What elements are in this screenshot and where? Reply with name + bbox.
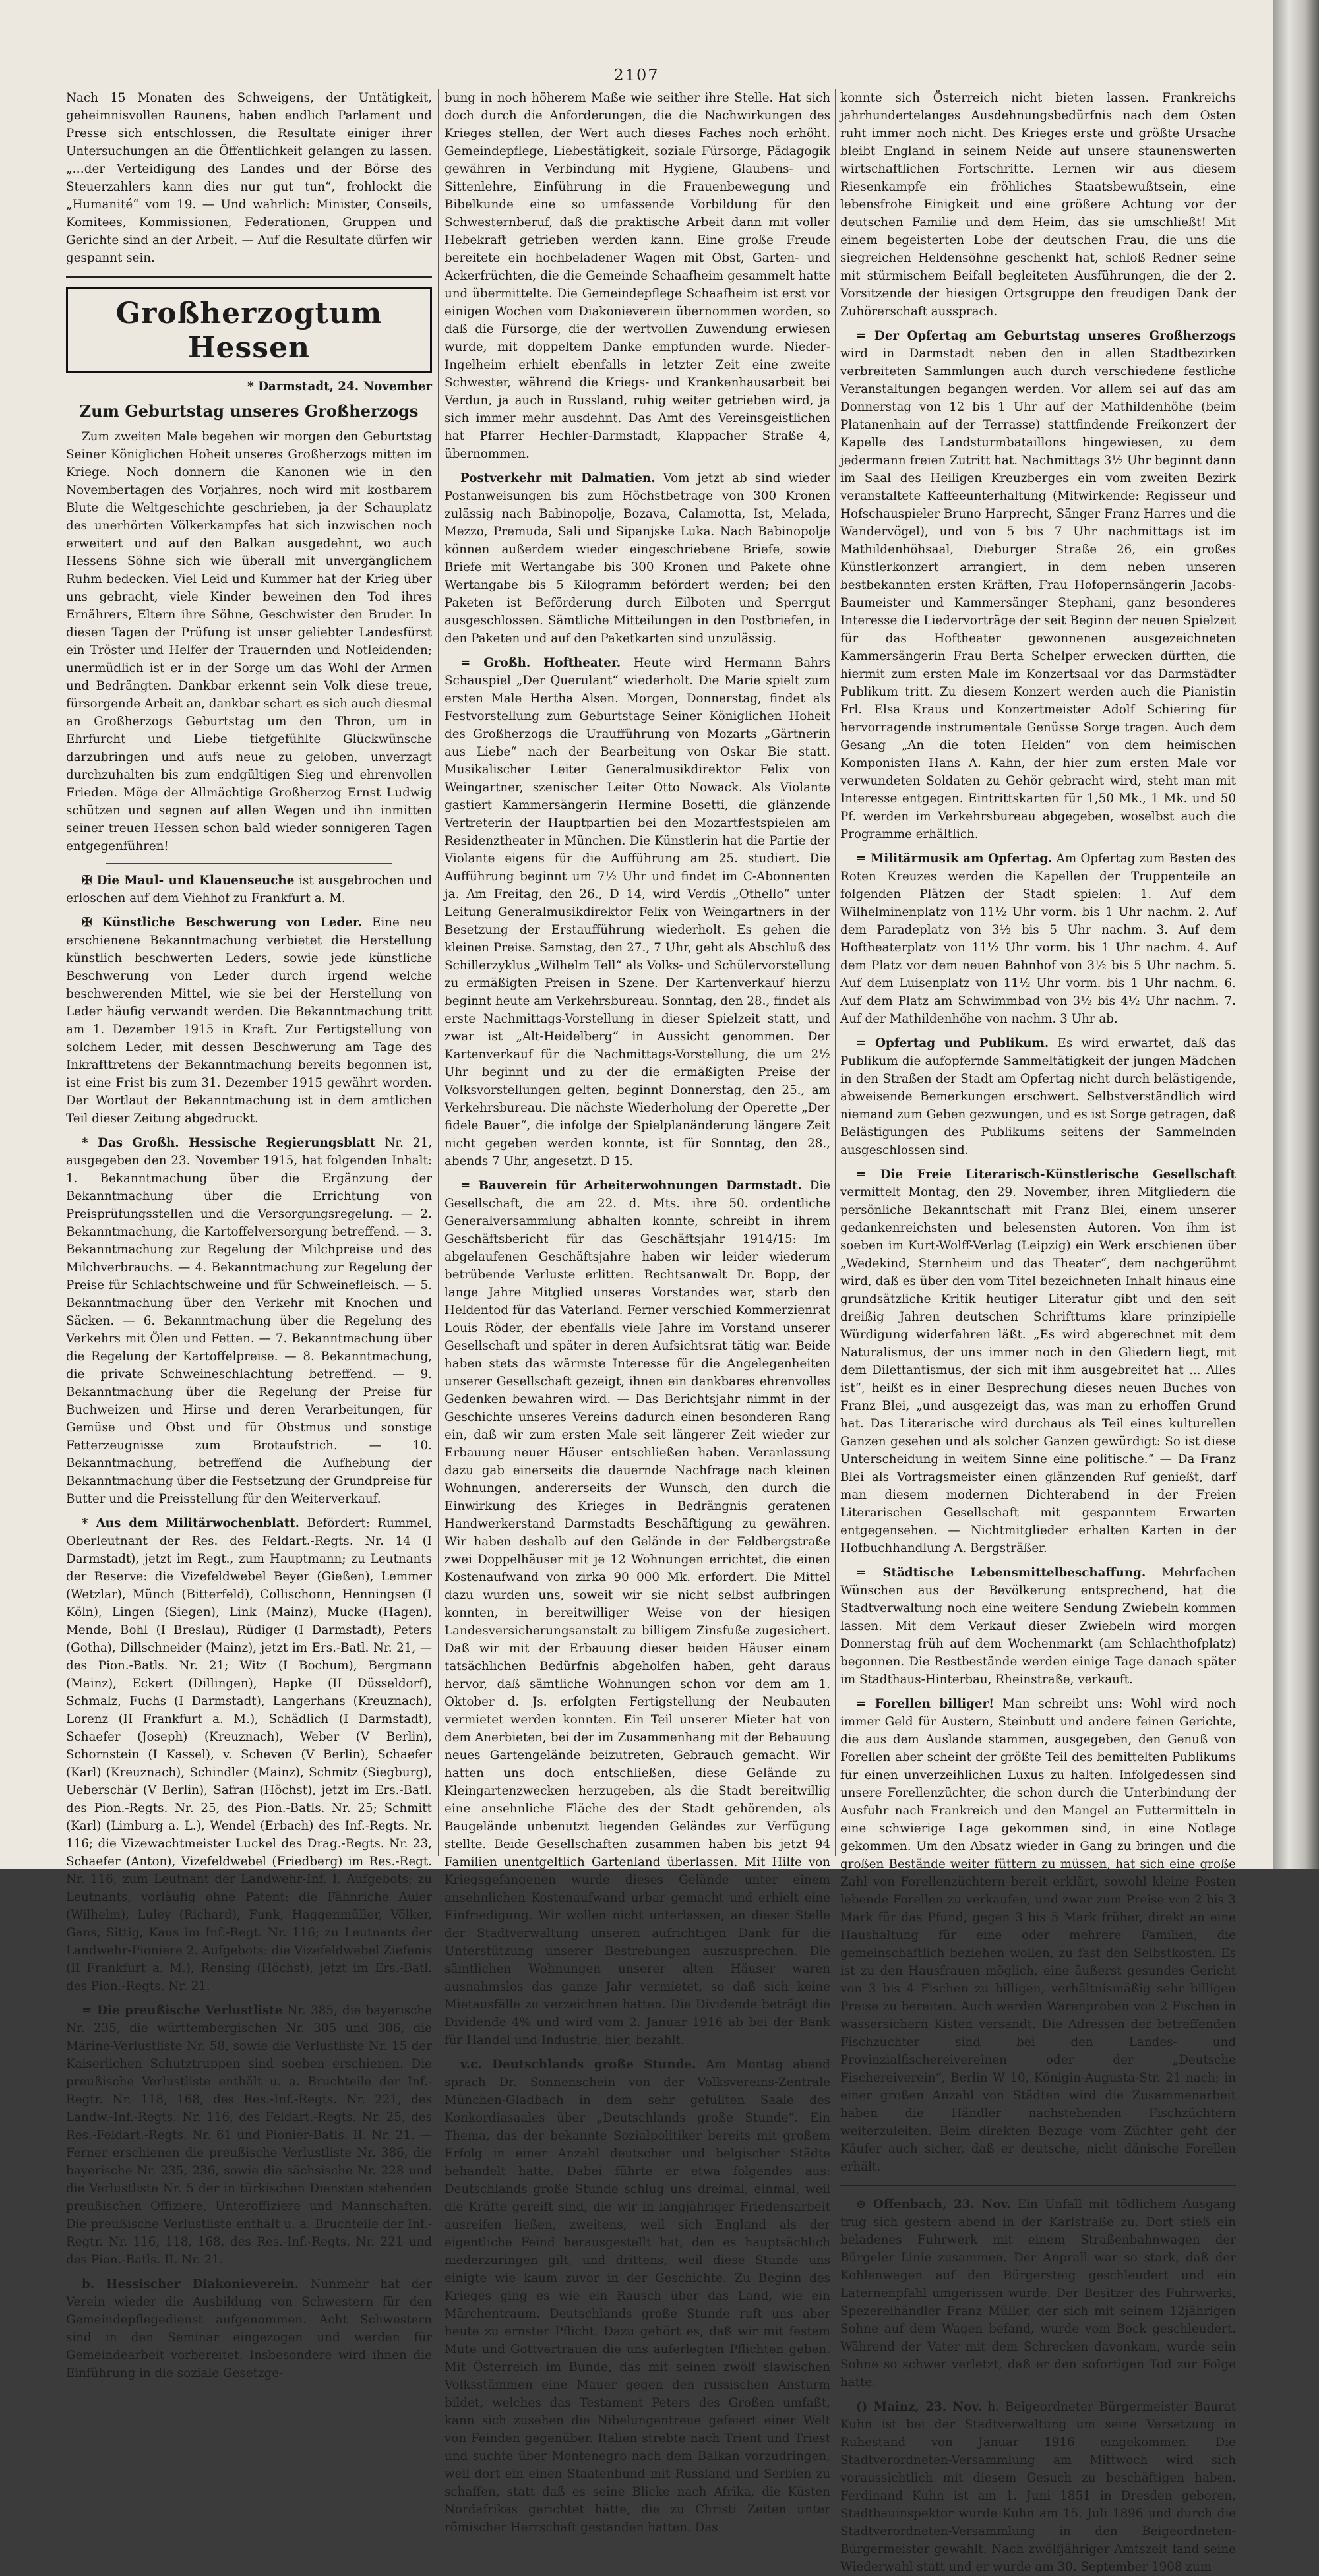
news-item-body: Man schreibt uns: Wohl wird noch immer Geld für Austern, Steinbutt und andere feinen Gerichte, die aus dem Auslande stammen, ausgegeben, den Genuß von Forellen aber scheint der größte Teil des bemittelten Publikums für einen unverzeihlichen Luxus zu halten. Infolgedessen sind unsere Forellenzüchter, die schon durch die Unterbindung der Ausfuhr nach Frankreich und den Mangel an Futtermitteln in eine schwierige Lage gekommen sind, in eine Notlage gekommen. Um den Absatz wieder in Gang zu bringen und die großen Bestände weiter füttern zu müssen, hat sich eine große Zahl von Forellenzüchtern bereit erklärt, sowohl kleine Posten lebende Forellen zu verkaufen, und zwar zum Preise von 2 bis 3 Mark für das Pfund, gegen 3 bis 5 Mark früher, direkt an eine Haushaltung für eine oder mehrere Familien, die gemeinschaftlich beziehen wollen, zu fast den Selbstkosten. Es ist zu den Hausfrauen möglich, eine äußerst gesundes Gericht von 3 bis 4 Fischen zu billigen, verhältnismäßig sehr billigen Preise zu bereiten. Auch werden Warenproben von 2 Fischen in wassersichern Kisten versandt. Die Adressen der betreffenden Fischzüchter sind bei den Landes- und Provinzialfischereivereinen oder der „Deutsche Fischereiverein“, Berlin W 10, Königin-Augusta-Str. 21 nach; in einer großen Anzahl von Städten wird die Zusammenarbeit haben die Händler nachstehenden Fischzüchtern weiterzuleiten. Beim direkten Bezuge vom Züchter geht der Käufer auch sicher, daß er deutsche, nicht dänische Forellen erhält.	[840, 1697, 1236, 2174]
article-paragraph: bung in noch höherem Maße wie seither ihre Stelle. Hat sich doch durch die Anforderungen, die die Nachwirkungen des Krieges stellen, der Wert auch dieses Faches noch erhöht. Gemeindepflege, Liebestätigkeit, soziale Fürsorge, Pädagogik gewähren in Verbindung mit Hygiene, Glaubens- und Sittenlehre, Einführung in die Frauenbewegung und Bibelkunde eine so umfassende Vorbildung für den Schwesternberuf, daß die praktische Arbeit dann mit voller Hebekraft getrieben werden kann. Eine große Freude bereitete ein hochbeladener Wagen mit Obst, Garten- und Ackerfrüchten, die die Gemeinde Schaafheim gesammelt hatte und übermittelte. Die Gemeindepflege Schaafheim ist erst vor einigen Wochen vom Diakonieverein übernommen worden, so daß die Fürsorge, die der wertvollen Zuwendung erwiesen wurde, mit doppeltem Danke empfunden wurde. Nieder-Ingelheim erhielt ebenfalls in letzter Zeit eine zweite Schwester, während die Kriegs- und Krankenhausarbeit bei Verdun, ja auch in Russland, ruhig weiter getrieben wird, ja sich immer mehr ausdehnt. Das Amt des Vereinsgeistlichen hat Pfarrer Hechler-Darmstadt, Klappacher Straße 4, übernommen.	[445, 91, 830, 461]
news-item-body: Am Montag abend sprach Dr. Sonnenschein von der Volksvereins-Zentrale München-Gladbach in dem sehr gefüllten Saale des Konkordiasaales über „Deutschlands große Stunde“. Ein Thema, das der bekannte Sozialpolitiker bereits mit großem Erfolg in einer Anzahl deutscher und belgischer Städte behandelt hatte. Dabei führte er etwa folgendes aus: Deutschlands große Stunde schlug uns dreimal, einmal, weil die Kräfte gereift sind, die wir in langjähriger Friedensarbeit ausreifen ließen, zweitens, weil sich England als der eigentliche Feind herausgestellt hat, den es hauptsächlich niederzuringen gilt, und drittens, weil diese Stunde uns einigte wie kaum zuvor in der Geschichte. Zu Beginn des Krieges ging es wie ein Rausch über das Land, wie ein Märchentraum. Deutschlands große Stunde ruft uns aber heute zu ernster Pflicht. Dazu gehört es, daß wir mit festem Mute und Gottvertrauen die uns auferlegten Pflichten geben. Mit Österreich im Bunde, das mit seinen zwölf slawischen Volksstämmen eine Mauer gegen den russischen Ansturm bildet, welches das Testament Peters des Großen umfaßt, kann sich zusehen die Nibelungentreue gefeiert einer Welt von Feinden gegenüber. Italien strebte nach Trient und Triest und suchte über Montenegro nach dem Balkan vorzudringen, weil dort ein einen Staatenbund mit Russland und Serbien zu schaffen, statt daß es seine Blicke nach Afrika, die Küsten Nordafrikas gerichtet hätte, die zu Christi Zeiten unter römischer Herrschaft gestanden hatten. Das	[445, 2058, 831, 2534]
news-item-lead: = Forellen billiger!	[856, 1697, 995, 1711]
news-item	[66, 914, 432, 1127]
section-title: Großherzogtum Hessen	[115, 297, 383, 365]
news-item	[840, 2196, 1236, 2391]
news-item	[66, 1134, 432, 1508]
news-item-lead: = Die preußische Verlustliste	[82, 2004, 283, 2018]
column-rule	[835, 89, 836, 1856]
news-item-lead: * Das Großh. Hessische Regierungsblatt	[82, 1136, 376, 1150]
news-item-body: h. Beigeordneter Bürgermeister Baurat Kuhn ist bei der Stadtverwaltung um seine Versetzung in Ruhestand von Januar 1916 eingekommen. Die Stadtverordneten-Versammlung am Mittwoch wird sich voraussichtlich mit diesem Gesuch zu beschäftigen haben. Ferdinand Kuhn ist am 1. Juni 1851 in Dresden geboren, Stadtbauinspektor wurde Kuhn am 15. Juli 1896 und durch die Stadtverordneten-Versammlung in den Beigeordneten-Bürgermeister gewählt. Nach zwölfjähriger Amtszeit fand seine Wiederwahl statt und er wurde am 30. September 1908 zum	[840, 2400, 1237, 2574]
article-headline: Zum Geburtstag unseres Großherzogs	[79, 402, 419, 421]
news-item-body: Ein Unfall mit tödlichem Ausgang trug sich gestern abend in der Karlstraße zu. Dort stieß ein beladenes Fuhrwerk mit einem Straßenbahnwagen der Bürgeler Linie zusammen. Der Anprall war so stark, daß der Kohlenwagen auf den Bürgersteig geschleudert und ein Laternenpfahl umgerissen wurde. Der Besitzer des Fuhrwerks, Spezereihändler Franz Müller, der sich mit seinem 12jährigen Sohne auf dem Wagen befand, wurde vom Bock geschleudert. Während der Vater mit dem Schrecken davonkam, wurde sein Sohne so schwer verletzt, daß er den sofortigen Tod zur Folge hatte.	[840, 2198, 1236, 2389]
news-item	[66, 872, 432, 907]
news-item-lead: v.c. Deutschlands große Stunde.	[460, 2058, 696, 2072]
news-item	[840, 327, 1236, 843]
news-item-body: Nunmehr hat der Verein wieder die Ausbildung von Schwestern für den Gemeindepflegedienst aufgenommen. Acht Schwestern sind in den Seminar eingezogen und werden für Gemeindearbeit vorbereitet. Insbesondere wird ihnen die Einführung in die soziale Gesetzge-	[66, 2277, 432, 2380]
news-item-body: ist ausgebrochen und erloschen auf dem Viehhof zu Frankfurt a. M.	[66, 874, 433, 905]
news-item-body: Es wird erwartet, daß das Publikum die aufopfernde Sammeltätigkeit der jungen Mädchen in den Straßen der Stadt am Opfertag nicht durch belästigende, abweisende Bemerkungen erschwert. Selbstverständlich wird niemand zum Geben gezwungen, und es ist Sorge getragen, daß Belästigungen des Publikums seitens der Sammelnden ausgeschlossen sind.	[840, 1036, 1236, 1157]
news-item	[445, 469, 830, 647]
column-3	[840, 89, 1237, 2574]
column-rule	[438, 89, 439, 1856]
news-item	[445, 1177, 830, 2049]
news-item-lead: = Städtische Lebensmittelbeschaffung.	[856, 1566, 1146, 1580]
news-item-lead: ✠ Die Maul- und Klauenseuche	[82, 874, 295, 887]
news-item	[840, 1034, 1236, 1159]
news-item	[840, 1564, 1236, 1689]
book-page-edges	[1273, 0, 1319, 1869]
news-item-body: Nr. 21, ausgegeben den 23. November 1915, hat folgenden Inhalt: 1. Bekanntmachung über die Ergänzung der Bekanntmachung über die Errichtung von Preisprüfungsstellen und die Versorgungsregelung. — 2. Bekanntmachung, die Kartoffelversorgung betreffend. — 3. Bekanntmachung zur Regelung der Milchpreise und des Milchverbrauchs. — 4. Bekanntmachung zur Regelung der Preise für Schlachtschweine und für Schweinefleisch. — 5. Bekanntmachung über den Verkehr mit Knochen und Säcken. — 6. Bekanntmachung über die Regelung des Verkehrs mit Ölen und Fetten. — 7. Bekanntmachung über die Regelung der Kartoffelpreise. — 8. Bekanntmachung, die private Schweineschlachtung betreffend. — 9. Bekanntmachung über die Regelung der Preise für Buchweizen und Hirse und deren Verarbeitungen, für Gemüse und Obst und für Obstmus und sonstige Fetterzeugnisse zum Brotaufstrich. — 10. Bekanntmachung, betreffend die Aufhebung der Bekanntmachung über die Festsetzung der Grundpreise für Butter und die Preisstellung für den Weiterverkauf.	[66, 1136, 433, 1506]
news-item-lead: () Mainz, 23. Nov.	[856, 2400, 982, 2414]
news-item-lead: ⊙ Offenbach, 23. Nov.	[856, 2198, 1011, 2211]
article-divider	[106, 863, 392, 864]
news-item	[840, 1166, 1236, 1557]
section-header-box	[66, 287, 432, 373]
news-item	[66, 1514, 432, 1995]
article-paragraph: Zum zweiten Male begehen wir morgen den Geburtstag Seiner Königlichen Hoheit unseres Großherzogs mitten im Kriege. Noch donnern die Kanonen wie in den Novembertagen des Vorjahres, noch wird mit kostbarem Blute die Weltgeschichte geschrieben, ja der Schauplatz des unerhörten Völkerkampfes hat sich inzwischen noch erweitert und auf den Balkan ausgedehnt, wo auch Hessens Söhne sich wie überall mit unvergänglichem Ruhm bedecken. Viel Leid und Kummer hat der Krieg über uns gebracht, viele Kinder beweinen den Tod ihres Ernährers, Eltern ihre Söhne, Geschwister den Bruder. In diesen Tagen der Prüfung ist unser geliebter Landesfürst ein Tröster und Helfer der Trauernden und Notleidenden; unermüdlich ist er in der Sorge um das Wohl der Armen und Bedrängten. Dankbar erkennt sein Volk diese treue, fürsorgende Arbeit an, dankbar schart es sich auch diesmal an Großherzogs Geburtstag um den Thron, um in Ehrfurcht und Liebe tiefgefühlte Glückwünsche darzubringen und aufs neue zu geloben, unverzagt durchzuhalten bis zum endgültigen Sieg und ehrenvollen Frieden. Möge der Allmächtige Großherzog Ernst Ludwig schützen und segnen auf allen Wegen und ihn inmitten seiner treuen Hessen schon bald wieder sonnigeren Tagen entgegenführen!	[66, 430, 432, 853]
article-paragraph: Nach 15 Monaten des Schweigens, der Untätigkeit, geheimnisvollen Raunens, haben endlich Parlament und Presse sich entschlossen, die Resultate einiger ihrer Untersuchungen an die Öffentlichkeit gelangen zu lassen. „…der Verteidigung des Landes und der Börse des Steuerzahlers kann dies nur gut tun“, frohlockt die „Humanité“ vom 19. — Und wahrlich: Minister, Conseils, Komitees, Kommissionen, Federationen, Gruppen und Gerichte sind an der Arbeit. — Auf die Resultate dürfen wir gespannt sein.	[66, 91, 432, 265]
news-item-body: wird in Darmstadt neben den in allen Stadtbezirken verbreiteten Sammlungen auch durch verschiedene festliche Veranstaltungen begangen werden. Vor allem sei auf das am Donnerstag von 12 bis 1 Uhr auf der Mathildenhöhe (beim Platanenhain auf der Terrasse) stattfindende Freikonzert der Kapelle des Landsturmbataillons hingewiesen, zu dem jedermann freien Zutritt hat. Nachmittags 3½ Uhr beginnt dann im Saal des Heiligen Kreuzberges ein vom zweiten Bezirk veranstaltete Kaffeeunterhaltung (Mitwirkende: Regisseur und Hofschauspieler Bruno Harprecht, Sänger Franz Harres und die Wandervögel), und von 5 bis 7 Uhr nachmittags ist im Mathildenhöhsaal, Dieburger Straße 26, ein großes Künstlerkonzert arrangiert, in dem neben unseren bestbekannten ersten Kräften, Frau Hofopernsängerin Jacobs-Baumeister und Kammersänger Stephani, ganz besonderes Interesse die Liedervorträge der seit Beginn der neuen Spielzeit für das Hoftheater gewonnenen ausgezeichneten Kammersängerin Frau Berta Schelper erwecken dürften, die hiermit zum ersten Male im Konzertsaal vor das Darmstädter Publikum tritt. Zu diesem Konzert werden auch die Pianistin Frl. Elsa Kraus und Konzertmeister Adolf Schiering für hervorragende instrumentale Genüsse Sorge tragen. Auch dem Gesang „An die toten Helden“ von dem heimischen Komponisten Hans A. Kahn, der hier zum ersten Male vor verwundeten Soldaten zu Gehör gebracht wird, steht man mit Interesse entgegen. Eintrittskarten für 1,50 Mk., 1 Mk. und 50 Pf. werden im Verkehrsbureau abgegeben, woselbst auch die Programme erhältlich.	[840, 347, 1236, 841]
news-item-body: vermittelt Montag, den 29. November, ihren Mitgliedern die persönliche Bekanntschaft mit Franz Blei, einem unserer gedankenreichsten und belesensten Autoren. Von ihm ist soeben im Kurt-Wolff-Verlag (Leipzig) ein Werk erschienen über „Wedekind, Sternheim und das Theater“, dem nachgerühmt wird, daß es über den vom Titel bezeichneten Inhalt hinaus eine grundsätzliche Kritik heutiger Literatur gibt und den seit dreißig Jahren deutschen Schrifttums klare prinzipielle Würdigung widerfahren läßt. „Es wird abgerechnet mit dem Naturalismus, der uns immer noch in den Gliedern liegt, mit dem Dilettantismus, der sich mit ihm ausgebreitet hat ... Alles ist“, heißt es in einer Besprechung dieses neuen Buches von Franz Blei, „und ausgezeigt das, was man zu erhoffen Grund hat. Das Literarische wird durchaus als Teil eines kulturellen Ganzen gesehen und als solcher Ganzen gewürdigt: So ist diese Unterscheidung in weitem Sinne eine politische.“ — Da Franz Blei als Vortragsmeister einen glänzenden Ruf genießt, darf man diesem modernen Dichterabend in der Freien Literarischen Gesellschaft mit gespanntem Erwarten entgegensehen. — Nichtmitglieder erhalten Karten in der Hofbuchhandlung A. Bergsträßer.	[840, 1185, 1236, 1555]
news-item	[66, 2002, 432, 2269]
news-item-lead: b. Hessischer Diakonieverein.	[82, 2277, 299, 2291]
news-item-lead: = Der Opfertag am Geburtstag unseres Großherzogs	[856, 329, 1236, 343]
news-item-lead: ✠ Künstliche Beschwerung von Leder.	[82, 916, 363, 930]
column-1	[66, 89, 433, 2380]
news-item	[840, 1695, 1236, 2176]
news-item-body: Am Opfertag zum Besten des Roten Kreuzes werden die Kapellen der Truppenteile an folgenden Plätzen der Stadt spielen: 1. Auf dem Wilhelminenplatz von 11½ Uhr vorm. bis 1 Uhr nachm. 2. Auf dem Paradeplatz von 3½ bis 5 Uhr nachm. 3. Auf dem Hoftheaterplatz von 11½ Uhr vorm. bis 1 Uhr nachm. 4. Auf dem Platz vor dem neuen Bahnhof von 3½ bis 5 Uhr nachm. 5. Auf dem Luisenplatz von 11½ Uhr vorm. bis 1 Uhr nachm. 6. Auf dem Platz am Schwimmbad von 3½ bis 4½ Uhr nachm. 7. Auf der Mathildenhöhe von nachm. 3 Uhr ab.	[840, 852, 1237, 1026]
news-item-lead: Postverkehr mit Dalmatien.	[460, 471, 656, 485]
news-item-lead: * Aus dem Militärwochenblatt.	[82, 1516, 299, 1530]
news-item-body: Nr. 385, die bayerische Nr. 235, die württembergischen Nr. 305 und 306, die Marine-Verlustliste Nr. 58, sowie die Verlustliste Nr. 15 der Kaiserlichen Schutztruppen sind soeben erschienen. Die preußische Verlustliste enthält u. a. Bruchteile der Inf.-Regtr. Nr. 118, 168, des Res.-Inf.-Regts. Nr. 221, des Landw.-Inf.-Regts. Nr. 116, des Feldart.-Regts. Nr. 25, des Res.-Feldart.-Regts. Nr. 61 und Pionier-Batls. II. Nr. 21. — Ferner erschienen die preußische Verlustliste Nr. 386, die bayerische Nr. 235, 236, sowie die sächsische Nr. 228 und die Verlustliste Nr. 5 der in türkischen Diensten stehenden preußischen Offiziere, Unteroffiziere und Mannschaften. Die preußische Verlustliste enthält u. a. Bruchteile der Inf.-Regtr. Nr. 116, 118, 168, des Res.-Inf.-Regts. Nr. 221 und des Pion.-Batls. II. Nr. 21.	[66, 2004, 433, 2267]
news-item	[445, 654, 830, 1170]
section-divider	[840, 2185, 1236, 2186]
article-paragraph: konnte sich Österreich nicht bieten lassen. Frankreichs jahrhundertelanges Ausdehnungsbedürfnis nach dem Osten ruht immer noch nicht. Des Krieges erste und größte Ursache bleibt England in seinem Neide auf unsere staunenswerten wirtschaftlichen Fortschritte. Lernen wir aus diesem Riesenkampfe ein fröhliches Staatsbewußtsein, eine lebensfrohe Einigkeit und eine größere Achtung vor der deutschen Familie und dem Heim, das sie umschließt! Mit einem begeisterten Lobe der deutschen Frau, die uns die siegreichen Heldensöhne geschenkt hat, schloß Redner seine mit stürmischem Beifall begleiteten Ausführungen, die der 2. Vorsitzende der hiesigen Ortsgruppe den freudigen Dank der Zuhörerschaft aussprach.	[840, 91, 1236, 318]
news-item	[840, 2398, 1236, 2576]
news-item-body: Mehrfachen Wünschen aus der Bevölkerung entsprechend, hat die Stadtverwaltung noch eine weitere Sendung Zwiebeln kommen lassen. Mit dem Verkauf dieser Zwiebeln wird morgen Donnerstag früh auf dem Wochenmarkt (am Schlachthofplatz) begonnen. Die Restbestände werden einige Tage danach später im Stadthaus-Hinterbau, Rheinstraße, verkauft.	[840, 1566, 1236, 1687]
news-item	[840, 850, 1236, 1028]
dateline: * Darmstadt, 24. November	[247, 380, 432, 394]
news-item-lead: = Die Freie Literarisch-Künstlerische Gesellschaft	[856, 1168, 1236, 1182]
news-item-body: Die Gesellschaft, die am 22. d. Mts. ihre 50. ordentliche Generalversammlung abhalten konnte, schreibt in ihrem Geschäftsbericht für das Geschäftsjahr 1914/15: Im abgelaufenen Geschäftsjahre haben wir leider wiederum betrübende Verluste erlitten. Rechtsanwalt Dr. Bopp, der lange Jahre Mitglied unseres Vorstandes war, starb den Heldentod für das Vaterland. Ferner verschied Kommerzienrat Louis Röder, der ebenfalls viele Jahre im Vorstand unserer Gesellschaft und später in deren Aufsichtsrat tätig war. Beide haben stets das wärmste Interesse für die Angelegenheiten unserer Gesellschaft gezeigt, ihnen ein dankbares ehrenvolles Gedenken bewahren wird. — Das Berichtsjahr nimmt in der Geschichte unseres Vereins dadurch einen besonderen Rang ein, daß wir zum ersten Male seit längerer Zeit wieder zur Erbauung neuer Häuser entschließen haben. Veranlassung dazu gab einerseits die dauernde Nachfrage nach kleinen Wohnungen, andererseits der Wunsch, den durch die Einwirkung des Krieges in Bedrängnis geratenen Handwerkerstand Darmstadts Beschäftigung zu gewähren. Wir haben deshalb auf den Gelände in der Feldbergstraße zwei Doppelhäuser mit je 12 Wohnungen errichtet, die einen Kostenaufwand von zirka 90 000 Mk. erfordert. Die Mittel dazu wurden uns, soweit wir sie nicht selbst aufbringen konnten, in bereitwilliger Weise von der hiesigen Landesversicherungsanstalt zu billigem Zinsfuße zugesichert. Daß wir mit der Erbauung dieser beiden Häuser einem tatsächlichen Bedürfnis abgeholfen haben, geht daraus hervor, daß sämtliche Wohnungen schon vor dem am 1. Oktober d. Js. erfolgten Fertigstellung der Neubauten vermietet werden konnten. Ein Teil unserer Mieter hat von dem Anerbieten, bei der im Zusammenhang mit der Bebauung neues Gartengelände beizutreten, Gebrauch gemacht. Wir hatten uns doch entschließen, diese Gelände zu Kleingartenzwecken herzugeben, als die Stadt bereitwillig eine ansehnliche Fläche des der Stadt gehörenden, als Baugelände unbenutzt liegenden Geländes zur Verfügung stellte. Beide Gesellschaften zusammen haben bis jetzt 94 Familien unentgeltlich Gartenland überlassen. Mit Hilfe von Kriegsgefangenen wurde dieses Gelände unter einem ansehnlichen Kostenaufwand urbar gemacht und erhielt eine Einfriedigung. Wir wollen nicht unterlassen, an dieser Stelle der Stadtverwaltung unseren aufrichtigen Dank für die Unterstützung unserer Bestrebungen auszusprechen. Die sämtlichen Wohnungen unserer alten Häuser waren ausnahmslos das ganze Jahr vermietet, so daß sich keine Mietausfälle zu verzeichnen hatten. Die Dividende beträgt die Dividende 4% und wird vom 2. Januar 1916 ab bei der Bank für Handel und Industrie, hier, bezahlt.	[445, 1179, 831, 2047]
section-divider	[66, 276, 432, 278]
news-item-body: Eine neu erschienene Bekanntmachung verbietet die Herstellung künstlich beschwerten Leders, sowie jede künstliche Beschwerung von Leder durch irgend welche beschwerenden Mittel, wie sie bei der Herstellung von Leder häufig verwandt werden. Die Bekanntmachung tritt am 1. Dezember 1915 in Kraft. Zur Fertigstellung von solchem Leder, mit dessen Beschwerung am Tage des Inkrafttretens der Bekanntmachung bereits begonnen ist, ist eine Frist bis zum 31. Dezember 1915 gewährt worden. Der Wortlaut der Bekanntmachung ist in dem amtlichen Teil dieser Zeitung abgedruckt.	[66, 916, 433, 1125]
news-item	[66, 2275, 432, 2382]
news-item-lead: = Militärmusik am Opfertag.	[856, 852, 1053, 866]
news-item-lead: = Großh. Hoftheater.	[460, 656, 621, 670]
news-item-lead: = Bauverein für Arbeiterwohnungen Darmstadt.	[460, 1179, 802, 1193]
news-item-body: Befördert: Rummel, Oberleutnant der Res. des Feldart.-Regts. Nr. 14 (I Darmstadt), jetzt im Regt., zum Hauptmann; zu Leutnants der Reserve: die Vizefeldwebel Beyer (Gießen), Lemmer (Wetzlar), Münch (Bitterfeld), Collischonn, Henningsen (I Köln), Lingen (Siegen), Link (Mainz), Mucke (Hagen), Mende, Bohl (I Breslau), Rüdiger (I Darmstadt), Peters (Gotha), Dillschneider (Mainz), jetzt im Ers.-Batl. Nr. 21, — des Pion.-Batls. Nr. 21; Witz (I Bochum), Bergmann (Mainz), Eckert (Dillingen), Hapke (II Düsseldorf), Schmalz, Fuchs (I Darmstadt), Langerhans (Kreuznach), Lorenz (II Frankfurt a. M.), Schädlich (I Darmstadt), Schaefer (Joseph) (Kreuznach), Weber (V Berlin), Schornstein (I Kassel), v. Scheven (V Berlin), Schaefer (Karl) (Kreuznach), Schindler (Mainz), Schmitz (Siegburg), Ueberschär (V Berlin), Safran (Höchst), jetzt im Ers.-Batl. des Pion.-Regts. Nr. 25, des Pion.-Batls. Nr. 25; Schmitt (Karl) (Limburg a. L.), Wendel (Erbach) des Inf.-Regts. Nr. 116; die Vizewachtmeister Luckel des Drag.-Regts. Nr. 23, Schaefer (Anton), Vizefeldwebel (Friedberg) im Res.-Regt. Nr. 116, zum Leutnant der Landwehr-Inf. I. Aufgebots; zu Leutnants, vorläufig ohne Patent: die Fähnriche Auler (Wilhelm), Luley (Richard), Funk, Haggenmüller, Völker, Gans, Sittig, Kaus im Inf.-Regt. Nr. 116; zu Leutnants der Landwehr-Pioniere 2. Aufgebots: die Vizefeldwebel Ziefenis (II Frankfurt a. M.), Rensing (Höchst), jetzt im Ers.-Batl. des Pion.-Regts. Nr. 21.	[66, 1516, 432, 1993]
news-item-body: Heute wird Hermann Bahrs Schauspiel „Der Querulant“ wiederholt. Die Marie spielt zum ersten Male Hertha Alsen. Morgen, Donnerstag, findet als Festvorstellung zum Geburtstage Seiner Königlichen Hoheit des Großherzogs die Uraufführung von Mozarts „Gärtnerin aus Liebe“ nach der Bearbeitung von Oskar Bie statt. Musikalischer Leiter Generalmusikdirektor Felix von Weingartner, szenischer Leiter Otto Nowack. Als Violante gastiert Kammersängerin Hermine Bosetti, die glänzende Vertreterin der Hauptpartien bei den Mozartfestspielen am Residenztheater in München. Die Künstlerin hat die Partie der Violante eigens für die Aufführung am 25. studiert. Die Aufführung beginnt um 7½ Uhr und findet im C-Abonnenten ja. Am Freitag, den 26., D 14, wird Verdis „Othello“ unter Leitung Generalmusikdirektor Felix von Weingartners in der Besetzung der Erstaufführung wiederholt. Es gehen die kleinen Preise. Samstag, den 27., 7 Uhr, geht als Abschluß des Schillerzyklus „Wilhelm Tell“ als Volks- und Schülervorstellung zu ermäßigten Preisen in Szene. Der Kartenverkauf hierzu beginnt heute am Verkehrsbureau. Sonntag, den 28., findet als erste Nachmittags-Vorstellung in dieser Spielzeit statt, und zwar ist „Alt-Heidelberg“ in Aussicht genommen. Der Kartenverkauf für die Nachmittags-Vorstellung, die um 2½ Uhr beginnt und zu der die ermäßigten Preise der Volksvorstellungen gelten, beginnt Donnerstag, den 25., am Verkehrsbureau. Die nächste Wiederholung der Operette „Der fidele Bauer“, die infolge der Spielplanänderung längere Zeit nicht gegeben werden konnte, ist für Sonntag, den 28., abends 7 Uhr, angesetzt. D 15.	[445, 656, 831, 1168]
news-item-body: Vom jetzt ab sind wieder Postanweisungen bis zum Höchstbetrage von 300 Kronen zulässig nach Babinopolje, Bozava, Calamotta, Ist, Melada, Mezzo, Premuda, Sali und Sipanjske Luka. Nach Babinopolje können außerdem wieder eingeschriebene Briefe, sowie Briefe mit Wertangabe bis 300 Kronen und Pakete ohne Wertangabe bis 5 Kilogramm befördert werden; bei den Paketen ist Beförderung durch Eilboten und Sperrgut ausgeschlossen. Sämtliche Mitteilungen in den Postbriefen, in den Paketen und auf den Paketkarten sind unzulässig.	[445, 471, 830, 645]
news-item-lead: = Opfertag und Publikum.	[856, 1036, 1049, 1050]
column-2	[445, 89, 831, 2534]
page-number: 2107	[613, 66, 660, 84]
news-item	[445, 2056, 830, 2536]
